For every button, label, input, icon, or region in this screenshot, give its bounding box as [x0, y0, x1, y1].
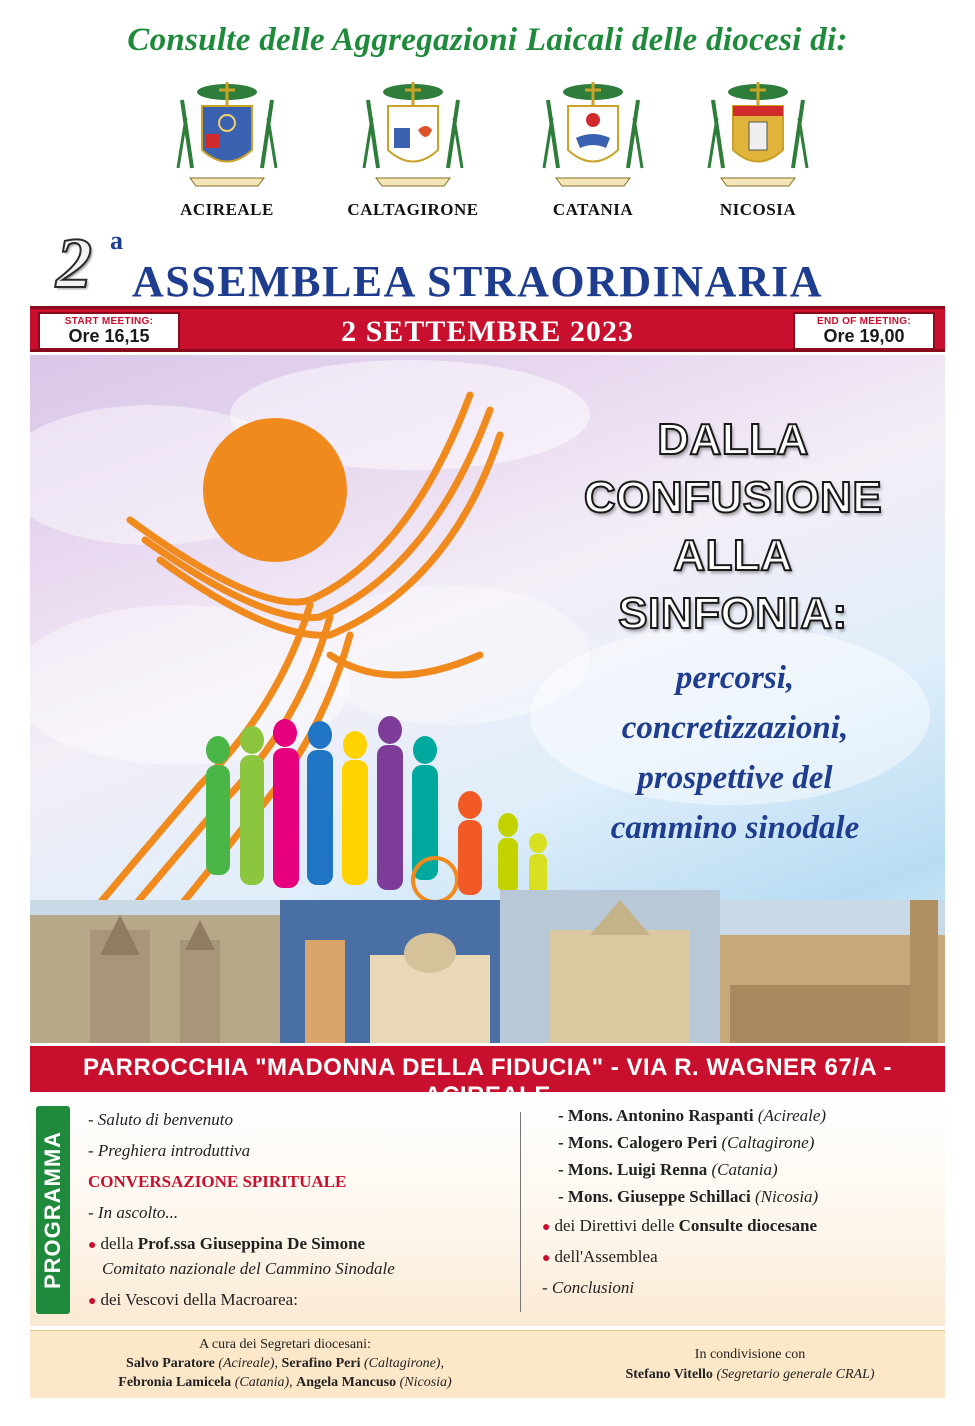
footer-left-title: A cura dei Segretari diocesani:: [199, 1337, 371, 1352]
bishop-diocese: (Catania): [711, 1160, 778, 1179]
program-section: [30, 1094, 945, 1326]
assembly-title: ASSEMBLEA STRAORDINARIA: [132, 257, 823, 306]
bullet-icon: ●: [542, 1220, 551, 1235]
header-dioceses-line: Consulte delle Aggregazioni Laicali delle diocesi di:: [127, 22, 848, 58]
hero-subtitle-line: cammino sinodale: [610, 810, 860, 846]
footer-partner: [570, 1345, 930, 1385]
hero-title-line: DALLA: [657, 415, 809, 464]
directives-bold: Consulte diocesane: [678, 1216, 817, 1235]
address-band: [30, 1046, 945, 1092]
speaker-prefix: della: [100, 1234, 138, 1253]
secretary-diocese: (Catania): [234, 1375, 290, 1390]
hero-subtitle-line: prospettive del: [637, 760, 833, 796]
footer-credits: [30, 1330, 945, 1398]
bishop-name: - Mons. Luigi Renna: [558, 1160, 708, 1179]
bishops-label: dei Vescovi della Macroarea:: [100, 1290, 298, 1309]
directives-prefix: dei Direttivi delle: [554, 1216, 679, 1235]
bishop-name: - Mons. Antonino Raspanti: [558, 1106, 754, 1125]
secretary-name: Salvo Paratore: [126, 1356, 215, 1371]
program-item: - Conclusioni: [542, 1278, 635, 1297]
secretary-diocese: (Caltagirone): [363, 1356, 441, 1371]
hero-text: [30, 355, 945, 1043]
bishop-diocese: (Caltagirone): [721, 1133, 815, 1152]
speaker-name: Prof.ssa Giuseppina De Simone: [137, 1234, 366, 1253]
coat-of-arms-icon: [172, 78, 282, 196]
program-item: - Saluto di benvenuto: [88, 1110, 233, 1129]
hero-title-line: CONFUSIONE: [583, 473, 883, 522]
start-time-value: Ore 16,15: [68, 326, 150, 346]
bullet-icon: ●: [88, 1238, 97, 1253]
program-item: - In ascolto...: [88, 1203, 179, 1222]
bullet-icon: ●: [542, 1251, 551, 1266]
bishop-diocese: (Acireale): [757, 1106, 827, 1125]
hero-title-line: SINFONIA:: [618, 589, 848, 638]
partner-line: [570, 1365, 930, 1385]
diocese-crests: [0, 78, 975, 228]
event-date: 2 SETTEMBRE 2023: [341, 315, 634, 348]
start-time-label: START MEETING:: [64, 316, 154, 327]
crest-name: NICOSIA: [719, 200, 797, 219]
bishop-name: - Mons. Calogero Peri: [558, 1133, 718, 1152]
crest-name: CALTAGIRONE: [347, 200, 479, 219]
footer-right-title: In condivisione con: [694, 1347, 806, 1362]
date-band: [30, 306, 945, 352]
crest-nicosia: [683, 78, 833, 228]
program-item-directives: [542, 1210, 932, 1241]
bishop-item: [558, 1156, 932, 1183]
hero-subtitle-line: concretizzazioni,: [621, 710, 849, 746]
bishop-item: [558, 1183, 932, 1210]
partner-name: Stefano Vitello: [625, 1367, 713, 1382]
bishop-diocese: (Nicosia): [754, 1187, 819, 1206]
hero-subtitle-line: percorsi,: [675, 660, 795, 696]
column-divider: [520, 1112, 521, 1312]
bishop-item: [558, 1129, 932, 1156]
program-section-title: CONVERSAZIONE SPIRITUALE: [88, 1172, 347, 1191]
secretary-name: Angela Mancuso: [296, 1375, 397, 1390]
partner-role: (Segretario generale CRAL): [716, 1367, 875, 1382]
secretary-name: Serafino Peri: [281, 1356, 361, 1371]
assembly-label: dell'Assemblea: [554, 1247, 658, 1266]
crest-acireale: [152, 78, 302, 228]
program-tab-label: PROGRAMMA: [40, 1130, 65, 1290]
end-time-label: END OF MEETING:: [817, 316, 911, 327]
speaker-role: Comitato nazionale del Cammino Sinodale: [102, 1259, 395, 1278]
venue-address: PARROCCHIA "MADONNA DELLA FIDUCIA" - VIA R. WAGNER 67/A -: [82, 1054, 893, 1081]
secretaries-line-2: Febronia Lamicela (Catania), Angela Mancuso (Nicosia): [118, 1375, 452, 1390]
program-right-column: [542, 1102, 932, 1303]
crest-catania: [518, 78, 668, 228]
program-item-bishops: [88, 1284, 518, 1315]
end-time-value: Ore 19,00: [823, 326, 905, 346]
start-time-box: [38, 312, 180, 350]
end-time-box: [793, 312, 935, 350]
hero-title-line: ALLA: [673, 531, 793, 580]
coat-of-arms-icon: [703, 78, 813, 196]
program-tab: [36, 1106, 70, 1314]
crest-name: ACIREALE: [180, 200, 274, 219]
hero-illustration: [30, 355, 945, 1043]
crest-name: CATANIA: [552, 200, 634, 219]
bishop-item: [558, 1102, 932, 1129]
edition-suffix: a: [110, 226, 123, 255]
secretary-diocese: (Acireale): [218, 1356, 275, 1371]
coat-of-arms-icon: [358, 78, 468, 196]
program-item: - Preghiera introduttiva: [88, 1141, 251, 1160]
footer-secretaries: [50, 1335, 520, 1392]
program-item-assembly: [542, 1241, 932, 1272]
secretaries-line-1: Salvo Paratore (Acireale), Serafino Peri (Caltagirone),: [126, 1356, 444, 1371]
bishop-name: - Mons. Giuseppe Schillaci: [558, 1187, 751, 1206]
crest-caltagirone: [338, 78, 488, 228]
bullet-icon: ●: [88, 1294, 97, 1309]
secretary-name: Febronia Lamicela: [118, 1375, 232, 1390]
edition-number: 2: [56, 223, 92, 303]
program-left-column: [88, 1104, 518, 1315]
secretary-diocese: (Nicosia): [399, 1375, 452, 1390]
coat-of-arms-icon: [538, 78, 648, 196]
